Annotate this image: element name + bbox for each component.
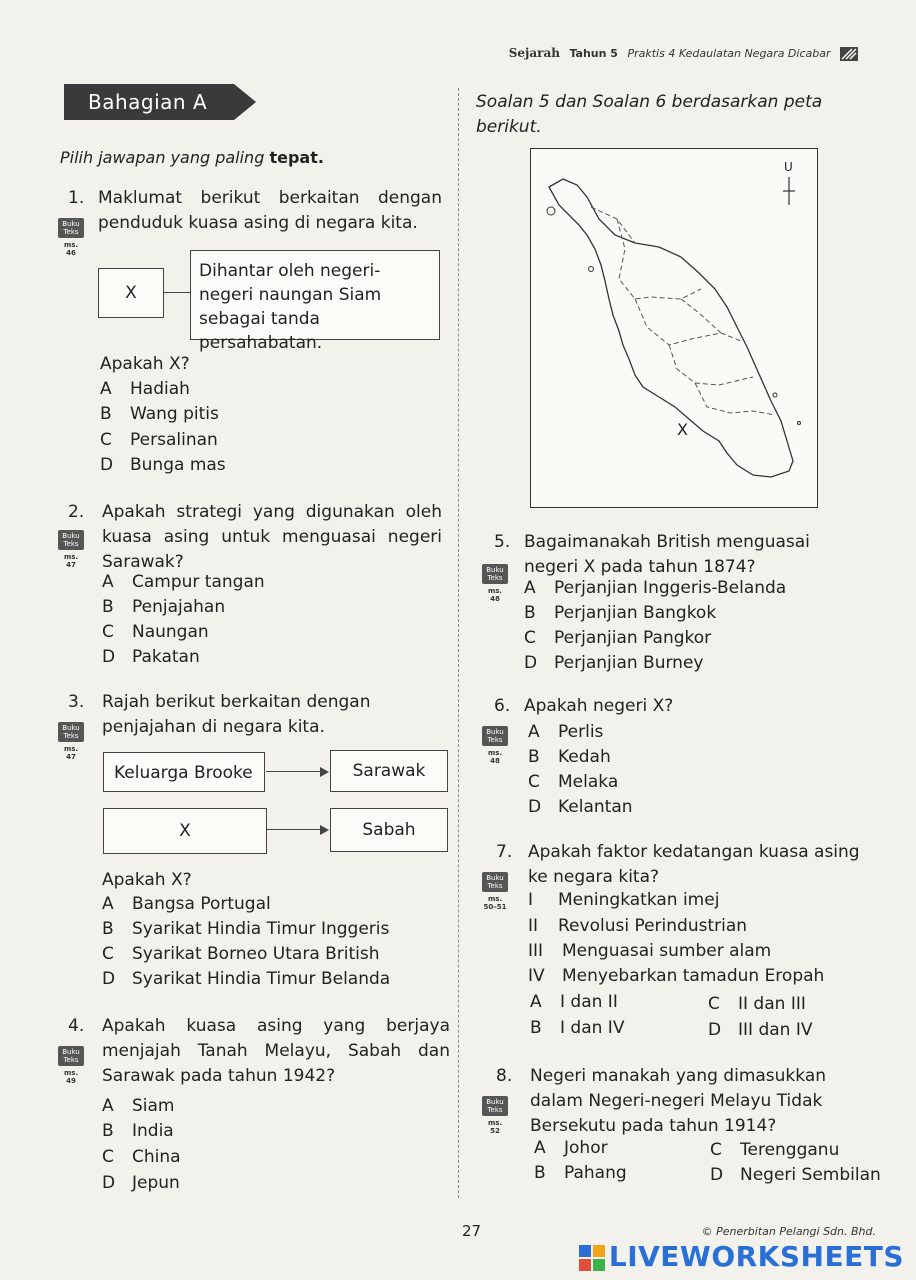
state-border-2 xyxy=(617,219,701,299)
publisher: © Penerbitan Pelangi Sdn. Bhd. xyxy=(701,1225,876,1238)
question-8 xyxy=(496,1064,882,1139)
q1-text: Maklumat berikut berkaitan dengan penduduk kuasa asing di negara kita. xyxy=(98,188,442,233)
island-4 xyxy=(798,422,801,425)
q4-option-d[interactable]: D Jepun xyxy=(102,1173,180,1193)
state-border-3 xyxy=(635,299,741,345)
q5-option-b[interactable]: B Perjanjian Bangkok xyxy=(524,603,717,623)
stripes-icon xyxy=(840,47,858,61)
page-number: 27 xyxy=(462,1222,482,1240)
state-border-4 xyxy=(669,345,753,385)
q1-ask: Apakah X? xyxy=(100,354,190,374)
q3-box-x: X xyxy=(103,808,267,854)
peninsula-outline xyxy=(549,179,793,477)
question-4 xyxy=(68,1014,450,1089)
series: Praktis 4 xyxy=(627,47,676,60)
q7-statement-2: II Revolusi Perindustrian xyxy=(528,916,748,936)
q2-option-a[interactable]: A Campur tangan xyxy=(102,572,265,592)
state-border-5 xyxy=(681,299,721,333)
q8-text: Negeri manakah yang dimasukkan dalam Negeri-negeri Melayu Tidak Bersekutu pada tahun 1914? xyxy=(530,1066,827,1136)
year: Tahun 5 xyxy=(569,47,618,60)
q1-option-b[interactable]: B Wang pitis xyxy=(100,404,219,424)
q1-number: 1. xyxy=(68,188,85,208)
question-2 xyxy=(68,500,442,575)
grid-logo-icon xyxy=(579,1245,605,1271)
q5-option-a[interactable]: A Perjanjian Inggeris-Belanda xyxy=(524,578,787,598)
q5-text: Bagaimanakah British menguasai negeri X pada tahun 1874? xyxy=(524,532,810,577)
question-3 xyxy=(68,690,448,740)
island-1 xyxy=(547,207,555,215)
q8-textbook-tag: Buku Teks ms. 52 xyxy=(482,1096,508,1135)
q2-option-c[interactable]: C Naungan xyxy=(102,622,209,642)
q1-option-d[interactable]: D Bunga mas xyxy=(100,455,226,475)
q3-box-sabah: Sabah xyxy=(330,808,448,852)
q3-option-c[interactable]: C Syarikat Borneo Utara British xyxy=(102,944,380,964)
q3-text: Rajah berikut berkaitan dengan penjajahan di negara kita. xyxy=(102,692,371,737)
q8-option-c[interactable]: C Terengganu xyxy=(710,1140,840,1160)
q6-textbook-tag: Buku Teks ms. 48 xyxy=(482,726,508,765)
q7-statement-3: III Menguasai sumber alam xyxy=(528,941,772,961)
brand-text: LIVEWORKSHEETS xyxy=(608,1240,904,1273)
state-border-1 xyxy=(591,207,635,243)
q2-number: 2. xyxy=(68,502,85,522)
map-svg xyxy=(531,149,817,507)
topic: Kedaulatan Negara Dicabar xyxy=(678,47,831,60)
map-mark-x: X xyxy=(677,420,688,439)
q7-statement-4: IV Menyebarkan tamadun Eropah xyxy=(528,966,825,986)
q7-statement-1: I Meningkatkan imej xyxy=(528,890,720,910)
banner-arrow xyxy=(234,84,256,120)
q1-box-x: X xyxy=(98,268,164,318)
q3-option-b[interactable]: B Syarikat Hindia Timur Inggeris xyxy=(102,919,390,939)
q7-textbook-tag: Buku Teks ms. 50–51 xyxy=(483,874,507,911)
q1-option-a[interactable]: A Hadiah xyxy=(100,379,190,399)
q7-text: Apakah faktor kedatangan kuasa asing ke negara kita? xyxy=(528,842,860,887)
subject: Sejarah xyxy=(508,46,560,60)
q4-number: 4. xyxy=(68,1016,85,1036)
question-7 xyxy=(496,840,882,890)
q8-option-b[interactable]: B Pahang xyxy=(534,1163,627,1183)
q5-option-d[interactable]: D Perjanjian Burney xyxy=(524,653,704,673)
section-banner xyxy=(64,84,254,120)
column-divider xyxy=(458,88,460,1198)
q4-text: Apakah kuasa asing yang berjaya menjajah Tanah Melayu, Sabah dan Sarawak pada tahun 1942? xyxy=(102,1016,450,1086)
q4-textbook-tag: Buku Teks ms. 49 xyxy=(58,1046,84,1085)
q7-option-b[interactable]: B I dan IV xyxy=(530,1018,625,1038)
q3-ask: Apakah X? xyxy=(102,870,192,890)
q6-option-c[interactable]: C Melaka xyxy=(528,772,619,792)
q2-option-b[interactable]: B Penjajahan xyxy=(102,597,226,617)
island-2 xyxy=(589,267,594,272)
q4-option-a[interactable]: A Siam xyxy=(102,1096,175,1116)
state-border-6 xyxy=(695,383,775,415)
q4-option-b[interactable]: B India xyxy=(102,1121,174,1141)
island-3 xyxy=(773,393,777,397)
q3-arrow-line-1 xyxy=(266,771,320,772)
q8-option-d[interactable]: D Negeri Sembilan xyxy=(710,1165,881,1185)
q8-number: 8. xyxy=(496,1066,513,1086)
q3-arrow-line-2 xyxy=(266,829,320,830)
q3-option-a[interactable]: A Bangsa Portugal xyxy=(102,894,271,914)
q3-arrowhead-1 xyxy=(320,767,329,777)
q1-box-info: Dihantar oleh negeri-negeri naungan Siam sebagai tanda persahabatan. xyxy=(190,250,440,340)
q5-textbook-tag: Buku Teks ms. 48 xyxy=(482,564,508,603)
q2-text: Apakah strategi yang digunakan oleh kuasa asing untuk menguasai negeri Sarawak? xyxy=(102,502,442,572)
q3-number: 3. xyxy=(68,692,85,712)
q3-option-d[interactable]: D Syarikat Hindia Timur Belanda xyxy=(102,969,391,989)
q3-textbook-tag: Buku Teks ms. 47 xyxy=(58,722,84,761)
map-peninsular-malaysia xyxy=(530,148,818,508)
page-header xyxy=(509,46,858,61)
q2-textbook-tag: Buku Teks ms. 47 xyxy=(58,530,84,569)
q3-box-brooke: Keluarga Brooke xyxy=(103,752,265,792)
q3-arrowhead-2 xyxy=(320,825,329,835)
question-6 xyxy=(494,694,868,719)
question-5 xyxy=(494,530,868,580)
q6-number: 6. xyxy=(494,696,511,716)
q8-option-a[interactable]: A Johor xyxy=(534,1138,608,1158)
q7-option-c[interactable]: C II dan III xyxy=(708,994,806,1014)
q6-option-b[interactable]: B Kedah xyxy=(528,747,611,767)
q5-option-c[interactable]: C Perjanjian Pangkor xyxy=(524,628,712,648)
question-1 xyxy=(68,186,442,236)
q1-option-c[interactable]: C Persalinan xyxy=(100,430,218,450)
q6-option-d[interactable]: D Kelantan xyxy=(528,797,633,817)
q7-option-d[interactable]: D III dan IV xyxy=(708,1020,813,1040)
q6-option-a[interactable]: A Perlis xyxy=(528,722,604,742)
section-label: Bahagian A xyxy=(64,84,234,120)
q6-text: Apakah negeri X? xyxy=(524,696,674,716)
q1-connector xyxy=(163,292,191,293)
q7-number: 7. xyxy=(496,842,513,862)
q2-option-d[interactable]: D Pakatan xyxy=(102,647,200,667)
q1-textbook-tag: Buku Teks ms. 46 xyxy=(58,218,84,257)
instruction-bold: tepat. xyxy=(269,148,324,167)
map-intro: Soalan 5 dan Soalan 6 berdasarkan peta berikut. xyxy=(476,92,823,137)
instruction-text: Pilih jawapan yang paling xyxy=(60,148,265,167)
instruction xyxy=(60,148,324,167)
q5-number: 5. xyxy=(494,532,511,552)
compass-north: U xyxy=(784,160,793,174)
q3-box-sarawak: Sarawak xyxy=(330,750,448,792)
liveworksheets-logo[interactable] xyxy=(579,1240,904,1273)
q4-option-c[interactable]: C China xyxy=(102,1147,181,1167)
q7-option-a[interactable]: A I dan II xyxy=(530,992,618,1012)
